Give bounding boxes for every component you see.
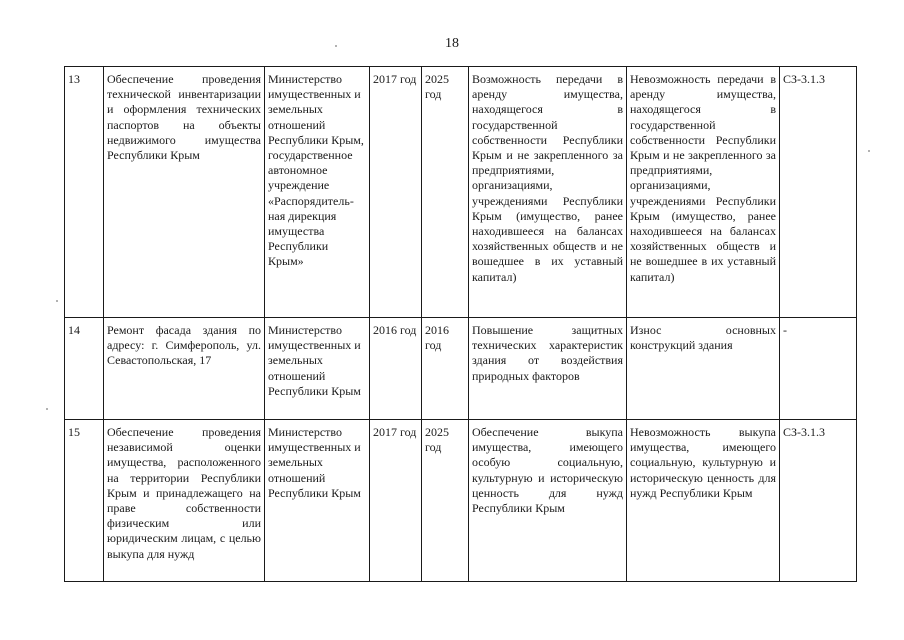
table-row [65, 420, 857, 582]
measure-cell: Ремонт фасада здания по адресу: г. Симферополь, ул. Севастопольская, 17 [104, 318, 265, 420]
row-number: 15 [65, 420, 104, 582]
start-year-cell: 2017 год [370, 67, 422, 318]
scan-speck [46, 408, 48, 410]
scan-speck [868, 150, 870, 152]
result-cell: Возможность передачи в аренду имущества, находящегося в государственной собственности Республики Крым и не закрепленного за предприятиями, организациями, учреждениями Республики Крым (имущество, ранее находившееся на балансах хозяйственных обществ и не вошедшее в их уставный капитал) [469, 67, 627, 318]
executor-cell: Министерство имущественных и земельных отношений Республики Крым [265, 420, 370, 582]
table-row [65, 67, 857, 318]
executor-cell: Министерство имущественных и земельных отношений Республики Крым [265, 318, 370, 420]
start-year-cell: 2016 год [370, 318, 422, 420]
row-number: 13 [65, 67, 104, 318]
measure-cell: Обеспечение проведения технической инвентаризации и оформления технических паспортов на объекты недвижимого имущества Республики Крым [104, 67, 265, 318]
page-number: 18 [445, 36, 459, 51]
row-number: 14 [65, 318, 104, 420]
executor-cell: Министерство имущественных и земельных отношений Республики Крым, государственное автономное учреждение «Распорядитель-ная дирекция имущества Республики Крым» [265, 67, 370, 318]
result-cell: Повышение защитных технических характеристик здания от воздействия природных факторов [469, 318, 627, 420]
scan-speck [56, 300, 58, 302]
consequence-cell: Невозможность передачи в аренду имущества, находящегося в государственной собственности Республики Крым и не закрепленного за предприятиями, организациями, учреждениями Республики Крым (имущество, ранее находившееся на балансах хозяйственных обществ и не вошедшее в их уставный капитал) [627, 67, 780, 318]
start-year-cell: 2017 год [370, 420, 422, 582]
end-year-cell: 2016 год [422, 318, 469, 420]
link-cell: - [780, 318, 857, 420]
scan-speck [335, 45, 337, 47]
link-cell: СЗ-3.1.3 [780, 67, 857, 318]
consequence-cell: Износ основных конструкций здания [627, 318, 780, 420]
program-table [64, 66, 857, 582]
end-year-cell: 2025 год [422, 67, 469, 318]
consequence-cell: Невозможность выкупа имущества, имеющего социальную, культурную и историческую ценность для нужд Республики Крым [627, 420, 780, 582]
end-year-cell: 2025 год [422, 420, 469, 582]
link-cell: СЗ-3.1.3 [780, 420, 857, 582]
measure-cell: Обеспечение проведения независимой оценки имущества, расположенного на территории Республики Крым и принадлежащего на праве собственности физическим или юридическим лицам, с целью выкупа для нужд [104, 420, 265, 582]
result-cell: Обеспечение выкупа имущества, имеющего особую социальную, культурную и историческую ценность для нужд Республики Крым [469, 420, 627, 582]
table-row [65, 318, 857, 420]
